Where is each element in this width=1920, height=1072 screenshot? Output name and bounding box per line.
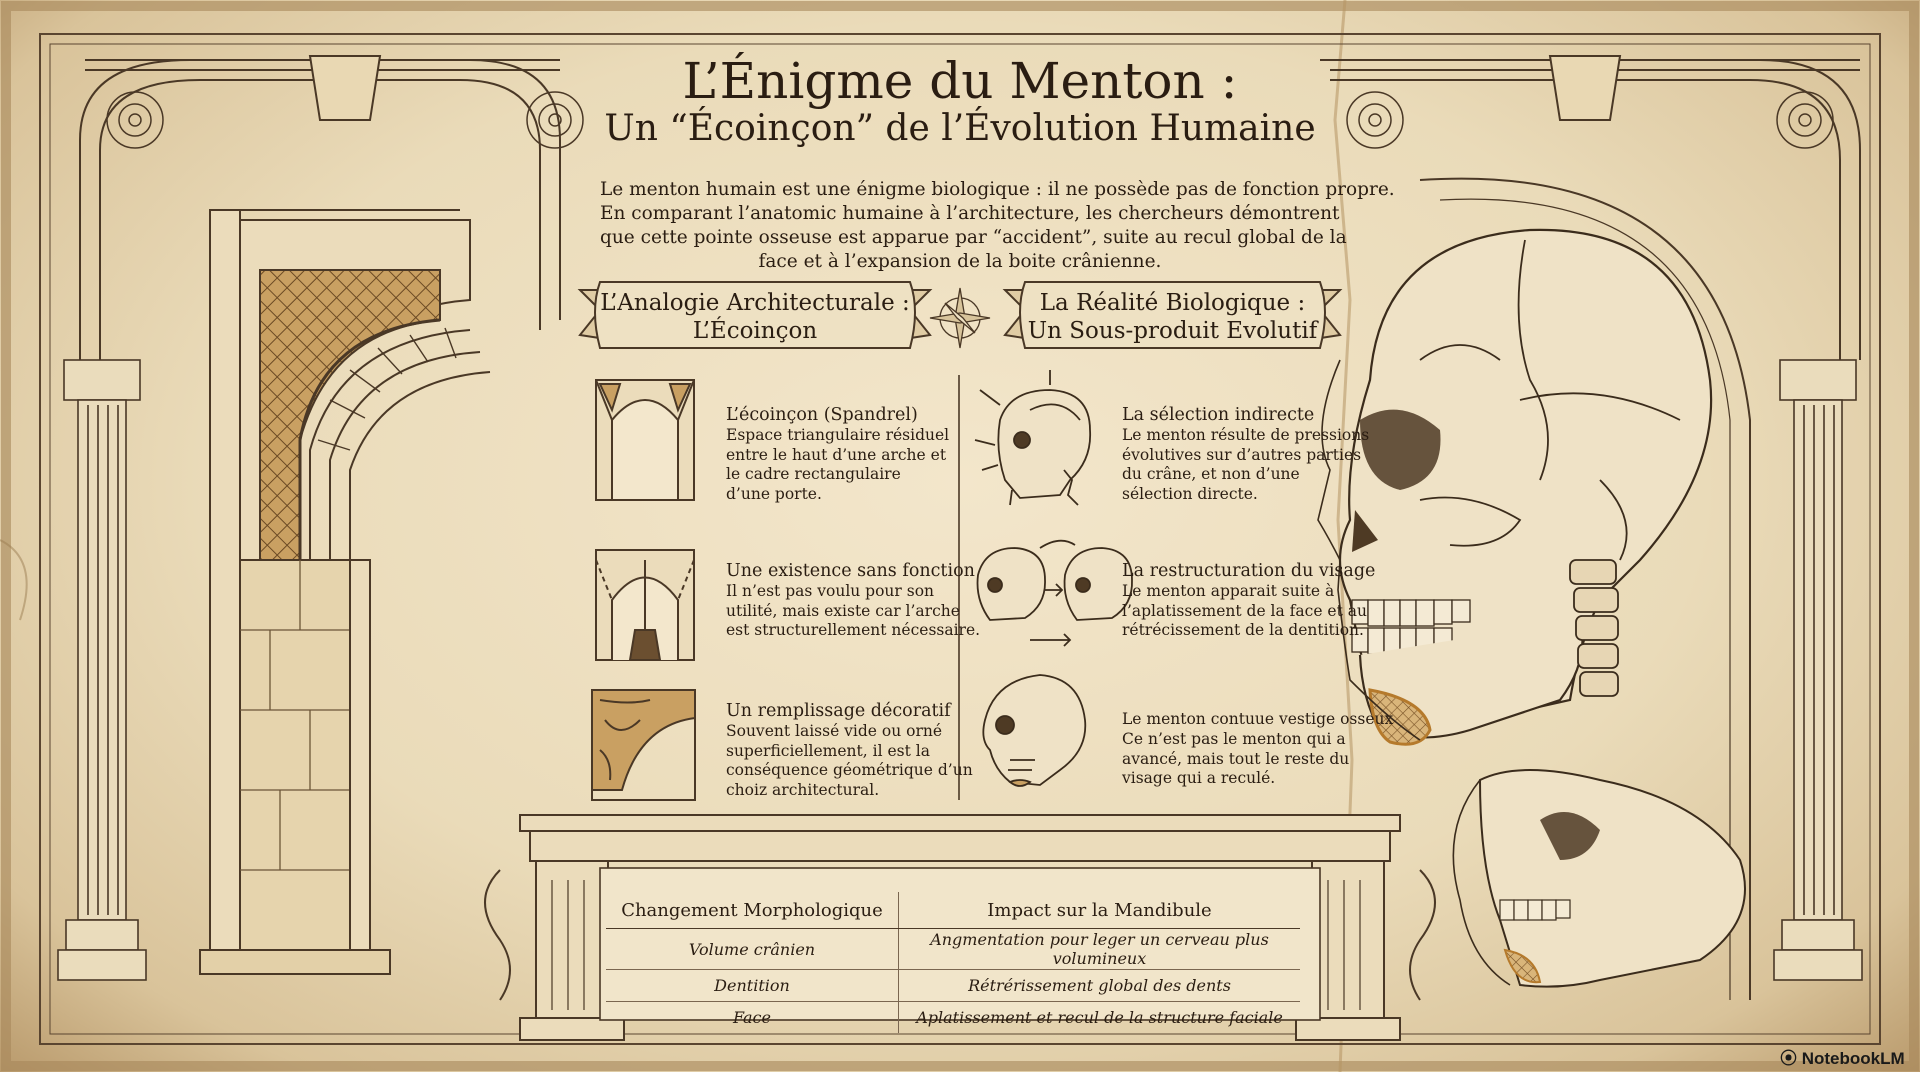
item-line: visage qui a reculé. — [1122, 769, 1276, 787]
table-cell: Face — [606, 1002, 899, 1034]
right-banner-line2: Un Sous-produit Evolutif — [1027, 318, 1318, 344]
item-line: Il n’est pas voulu pour son — [726, 582, 935, 600]
item-heading: Le menton contuue vestige osseux — [1122, 710, 1394, 728]
item-heading: Un remplissage décoratif — [726, 701, 951, 721]
table-row — [606, 929, 1300, 970]
skull-comparison-icon — [978, 541, 1133, 646]
item-heading: La sélection indirecte — [1122, 405, 1315, 425]
left-banner-line1: L’Analogie Architecturale : — [600, 290, 910, 316]
item-line: l’aplatissement de la face et au — [1122, 601, 1367, 620]
left-item-spandrel — [726, 404, 949, 504]
subtitle: Un “Écoinçon” de l’Évolution Humaine — [604, 108, 1316, 149]
logo-mark-icon: ⦿ — [1780, 1049, 1802, 1068]
right-item-vestige — [1122, 708, 1393, 789]
notebooklm-logo — [1780, 1044, 1905, 1069]
item-line: Le menton apparait suite à — [1122, 582, 1335, 600]
table-header-row — [606, 892, 1300, 929]
item-line: conséquence géométrique d’un — [726, 761, 973, 779]
right-banner-line1: La Réalité Biologique : — [1039, 290, 1306, 316]
item-line: d’une porte. — [726, 484, 822, 503]
table-header: Changement Morphologique — [606, 892, 899, 929]
skull-pressure-arrows-icon — [975, 370, 1090, 505]
item-heading: L’écoinçon (Spandrel) — [726, 405, 918, 425]
right-section-heading — [1025, 289, 1320, 345]
skull-profile-icon — [983, 675, 1085, 786]
item-line: sélection directe. — [1122, 484, 1258, 503]
left-item-no-function — [726, 560, 980, 641]
item-line: entre le haut d’une arche et — [726, 445, 947, 464]
intro-line: En comparant l’anatomic humaine à l’architecture, les chercheurs démontrent — [600, 203, 1340, 224]
item-heading: La restructuration du visage — [1122, 561, 1376, 581]
item-line: Souvent laissé vide ou orné — [726, 722, 943, 740]
right-item-restructuring — [1122, 560, 1375, 641]
item-line: est structurellement nécessaire. — [726, 621, 981, 639]
left-banner-line2: L’Écoinçon — [692, 318, 818, 344]
item-line: superficiellement, il est la — [726, 741, 930, 760]
table-cell: Aplatissement et recul de la structure faciale — [916, 1008, 1283, 1027]
table-header: Impact sur la Mandibule — [899, 892, 1301, 929]
intro-line: face et à l’expansion de la boite crânienne. — [758, 251, 1162, 272]
right-item-indirect-selection — [1122, 404, 1369, 504]
table-row — [606, 970, 1300, 1002]
intro-paragraph — [600, 178, 1395, 274]
ornate-spandrel-icon — [592, 690, 695, 800]
item-line: Ce n’est pas le menton qui a — [1122, 730, 1346, 748]
item-line: le cadre rectangulaire — [726, 465, 901, 483]
item-line: Espace triangulaire résiduel — [726, 426, 950, 444]
item-line: du crâne, et non d’une — [1122, 465, 1300, 483]
item-line: Le menton résulte de pressions — [1122, 426, 1370, 444]
item-line: utilité, mais existe car l’arche — [726, 601, 960, 620]
table-cell: Angmentation pour leger un cerveau plus volumineux — [899, 929, 1301, 970]
morphology-table — [606, 892, 1300, 1033]
item-heading: Une existence sans fonction — [726, 561, 975, 581]
compass-rose-icon — [930, 288, 990, 348]
item-line: rétrécissement de la dentition. — [1122, 621, 1364, 639]
table-cell: Dentition — [606, 970, 899, 1002]
table-cell: Rétrérissement global des dents — [899, 970, 1301, 1002]
table-cell: Volume crânien — [606, 929, 899, 970]
arch-keystone-weight-icon — [596, 550, 694, 660]
left-section-heading — [600, 289, 910, 345]
item-line: choiz architectural. — [726, 780, 880, 799]
intro-line: que cette pointe osseuse est apparue par “accident”, suite au recul global de la — [600, 227, 1347, 248]
arch-doorway-icon — [596, 380, 694, 500]
item-line: évolutives sur d’autres parties — [1122, 445, 1362, 464]
main-title: L’Énigme du Menton : — [682, 52, 1238, 110]
table-row — [606, 1002, 1300, 1034]
logo-text: NotebookLM — [1801, 1049, 1905, 1068]
intro-line: Le menton humain est une énigme biologique : il ne possède pas de fonction propre. — [600, 179, 1395, 200]
item-line: avancé, mais tout le reste du — [1122, 749, 1350, 768]
left-item-decorative — [726, 700, 973, 800]
